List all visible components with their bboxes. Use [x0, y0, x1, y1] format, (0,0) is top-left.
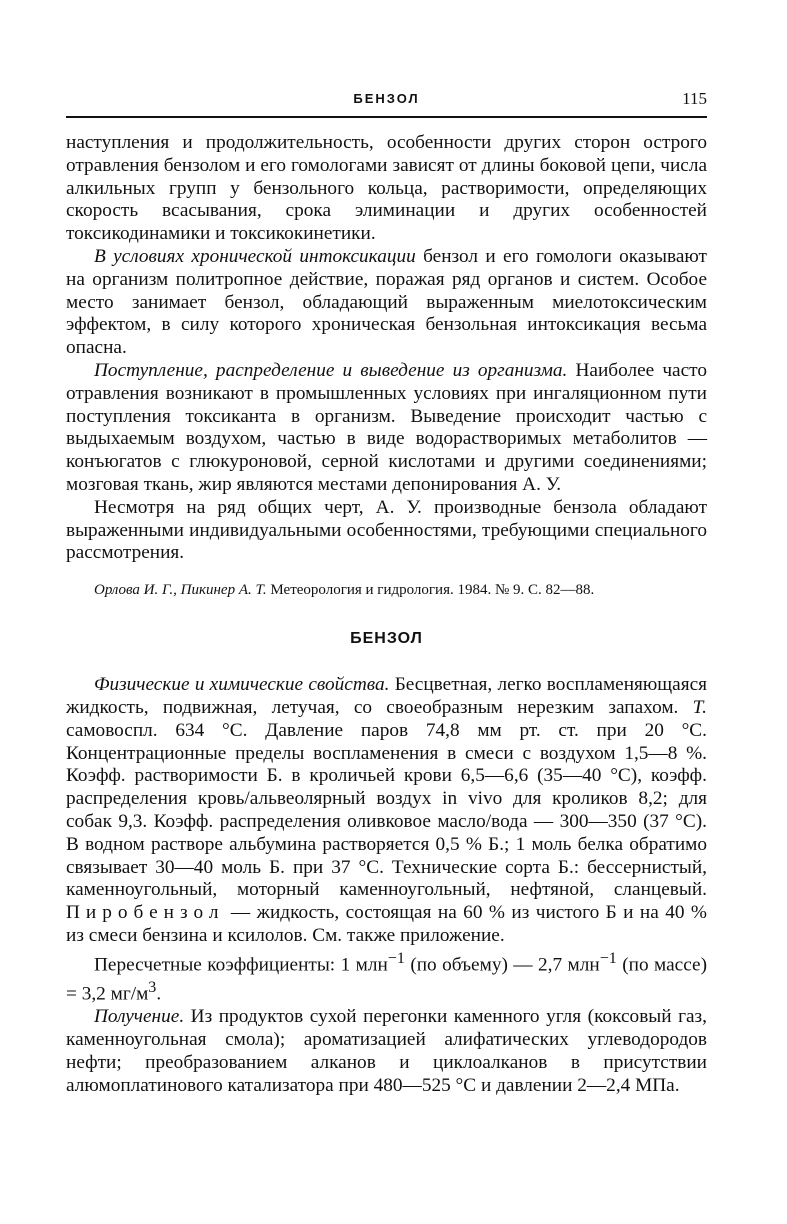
paragraph-text: Пересчетные коэффициенты: 1 млн — [94, 954, 388, 976]
paragraph-text: наступления и продолжительность, особенности других сторон острого отравления бензолом и его гомологами зависят от длины боковой цепи, числа алкильных групп у бензольного кольца, растворимости, определяющих скорость всасывания, срока элиминации и других особенностей токсикодинамики и токсикокинетики. — [66, 132, 707, 245]
superscript: −1 — [599, 949, 617, 967]
temperature-symbol: Т. — [692, 696, 707, 718]
paragraph-chronic-intoxication — [66, 246, 707, 360]
paragraph-heading: Физические и химические свойства. — [94, 674, 390, 696]
section-title: БЕНЗОЛ — [350, 630, 423, 648]
paragraph-text: Наиболее часто отравления возникают в промышленных условиях при ингаляционном пути поступления токсиканта в организм. Выведение происходит частью с выдыхаемым воздухом, частью в виде водорастворимых метаболитов — конъюгатов с глюкуроновой, серной кислотами и другими соединениями; мозговая ткань, жир являются местами депонирования А. У. — [66, 359, 707, 495]
paragraph-text: Бесцветная, легко воспламеняющаяся жидкость, подвижная, летучая, со своеобразным нерезким запахом. — [66, 674, 707, 718]
paragraph-text: самовоспл. 634 °С. Давление паров 74,8 мм рт. ст. при 20 °С. Концентрационные пределы воспламенения в смеси с воздухом 1,5—8 %. Коэфф. растворимости Б. в кроличьей крови 6,5—6,6 (35—40 °С), коэфф. распределения кровь/альвеолярный воздух in vivo для кроликов 8,2; для собак 9,3. Коэфф. распределения оливковое масло/вода — 300—350 (37 °С). В водном растворе альбумина растворяется 0,5 % Б.; 1 моль белка обратимо связывает 30—40 моль Б. при 37 °С. Технические сорта Б.: бессернистый, каменноугольный, моторный каменноугольный, нефтяной, сланцевый. — [66, 719, 707, 901]
reference — [66, 581, 707, 600]
paragraph-text: . — [156, 983, 162, 1005]
paragraph-heading: В условиях хронической интоксикации — [94, 245, 416, 267]
paragraph-text: Из продуктов сухой перегонки каменного угля (коксовый газ, каменноугольная смола); ароматизацией алифатических углеводородов нефти; преобразованием алканов и циклоалканов в присутствии алюмоплатинового катализатора при 480—525 °С и давлении 2—2,4 МПа. — [66, 1006, 707, 1096]
paragraph-production — [66, 1006, 707, 1097]
paragraph-conversion-factors — [66, 948, 707, 1006]
paragraph-text: Несмотря на ряд общих черт, А. У. производные бензола обладают выраженными индивидуальными особенностями, требующими специального рассмотрения. — [66, 496, 707, 564]
reference-source: Метеорология и гидрология. 1984. № 9. С. 82—88. — [266, 582, 595, 599]
paragraph-heading: Получение. — [94, 1006, 185, 1028]
superscript: 3 — [148, 978, 157, 996]
paragraph-text: (по массе) = 3,2 мг/м — [66, 954, 707, 1005]
page-number: 115 — [682, 89, 707, 108]
paragraph-text: (по объему) — 2,7 млн — [404, 954, 600, 976]
term-pyrobenzene: Пиробензол — [66, 902, 225, 924]
running-title: БЕНЗОЛ — [353, 91, 420, 106]
paragraph-intake-distribution — [66, 360, 707, 497]
paragraph-text: — жидкость, состоящая на 60 % из чистого Б и на 40 % из смеси бензина и ксилолов. См. также приложение. — [66, 902, 707, 946]
paragraph-text: бензол и его гомологи оказывают на организм политропное действие, поражая ряд органов и систем. Особое место занимает бензол, обладающий выраженным миелотоксическим эффектом, в силу которого хроническая бензольная интоксикация весьма опасна. — [66, 245, 707, 359]
paragraph-properties — [66, 674, 707, 948]
paragraph-continuation — [66, 132, 707, 246]
reference-authors: Орлова И. Г., Пикинер А. Т. — [94, 582, 267, 599]
paragraph-heading: Поступление, распределение и выведение из организма. — [94, 359, 568, 381]
running-header — [66, 88, 707, 118]
book-page — [66, 88, 707, 1097]
paragraph-summary — [66, 497, 707, 565]
superscript: −1 — [387, 949, 405, 967]
